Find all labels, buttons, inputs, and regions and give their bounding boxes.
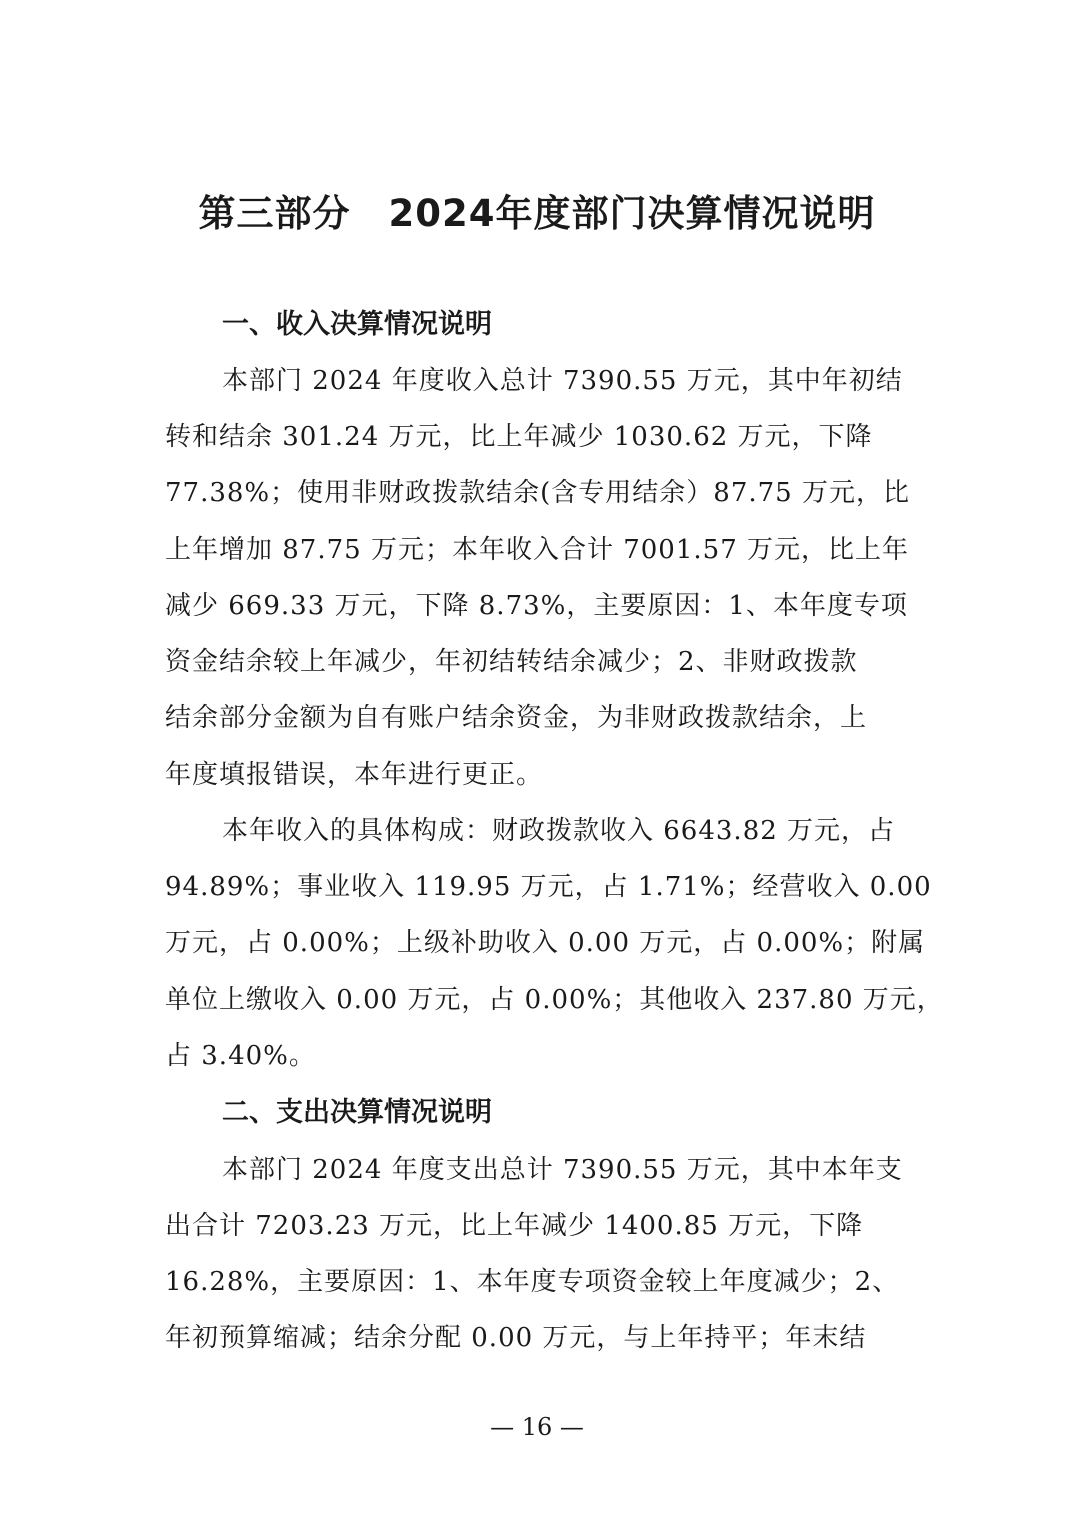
- paragraph-line: 资金结余较上年减少，年初结转结余减少；2、非财政拨款: [165, 647, 858, 677]
- section-heading-expenditure: 二、支出决算情况说明: [222, 1097, 492, 1128]
- paragraph-line: 本部门 2024 年度收入总计 7390.55 万元，其中年初结: [222, 366, 903, 396]
- paragraph-line: 转和结余 301.24 万元，比上年减少 1030.62 万元，下降: [165, 422, 873, 452]
- paragraph-line: 本部门 2024 年度支出总计 7390.55 万元，其中本年支: [222, 1155, 903, 1185]
- paragraph-line: 占 3.40%。: [165, 1041, 316, 1071]
- page-number: — 16 —: [490, 1413, 584, 1441]
- paragraph-line: 减少 669.33 万元，下降 8.73%，主要原因：1、本年度专项: [165, 591, 908, 621]
- paragraph-line: 16.28%，主要原因：1、本年度专项资金较上年度减少；2、: [165, 1267, 900, 1297]
- paragraph-line: 年初预算缩减；结余分配 0.00 万元，与上年持平；年末结: [165, 1323, 867, 1353]
- paragraph-line: 单位上缴收入 0.00 万元，占 0.00%；其他收入 237.80 万元，: [165, 985, 944, 1015]
- paragraph-line: 77.38%；使用非财政拨款结余(含专用结余）87.75 万元，比: [165, 478, 910, 508]
- paragraph-line: 结余部分金额为自有账户结余资金，为非财政拨款结余，上: [165, 703, 868, 733]
- section-heading-income: 一、收入决算情况说明: [222, 309, 492, 340]
- paragraph-line: 94.89%；事业收入 119.95 万元，占 1.71%；经营收入 0.00: [165, 872, 932, 902]
- page-title: 第三部分 2024年度部门决算情况说明: [198, 192, 876, 235]
- paragraph-line: 本年收入的具体构成：财政拨款收入 6643.82 万元，占: [222, 816, 896, 846]
- paragraph-line: 万元，占 0.00%；上级补助收入 0.00 万元，占 0.00%；附属: [165, 928, 926, 958]
- paragraph-line: 出合计 7203.23 万元，比上年减少 1400.85 万元，下降: [165, 1211, 864, 1241]
- paragraph-line: 上年增加 87.75 万元；本年收入合计 7001.57 万元，比上年: [165, 535, 910, 565]
- paragraph-line: 年度填报错误，本年进行更正。: [165, 760, 544, 790]
